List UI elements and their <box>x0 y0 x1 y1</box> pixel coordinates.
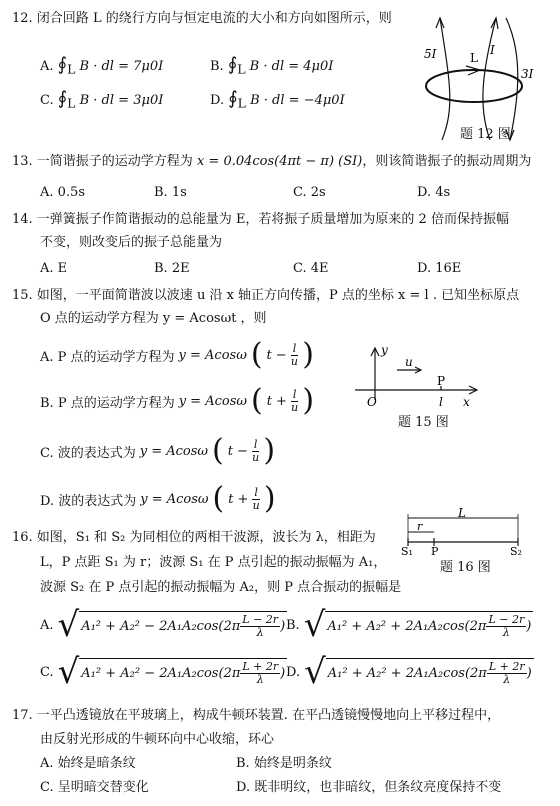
equation-prefix: y = Acosω <box>139 443 209 459</box>
option-letter: B. <box>286 617 300 633</box>
option-text: B. P 点的运动学方程为 <box>40 395 175 411</box>
q14-option-d: D. 16E <box>417 261 462 276</box>
q16-option-d <box>286 652 534 692</box>
fraction <box>240 614 280 639</box>
numerator: l <box>253 437 258 451</box>
label-loop: L <box>470 51 478 65</box>
fraction-l-over-u <box>252 487 260 512</box>
q15-line1: 15. 如图，一平面简谐波以波速 u 沿 x 轴正方向传播，P 点的坐标 x = l . 已知坐标原点 <box>12 288 520 303</box>
label-l: l <box>439 395 443 409</box>
current-line-left <box>440 18 450 140</box>
label-y: y <box>381 343 388 357</box>
q13-stem-a: 13. 一简谐振子的运动学方程为 <box>12 154 193 169</box>
sqrt-expression <box>57 605 288 645</box>
label-3i: 3I <box>521 67 534 81</box>
current-line-middle <box>483 18 496 140</box>
numerator: l <box>292 387 297 401</box>
left-paren: ( <box>212 481 225 516</box>
label-5i: 5I <box>424 47 437 61</box>
integral-subscript: L <box>237 95 246 111</box>
left-paren: ( <box>250 383 263 418</box>
q17-option-d: D. 既非明纹，也非暗纹，但条纹亮度保持不变 <box>236 780 502 795</box>
sqrt-expression <box>303 605 534 645</box>
q13-stem <box>12 155 531 168</box>
q16-option-c <box>40 652 287 692</box>
q16-line1: 16. 如图，S₁ 和 S₂ 为同相位的两相干波源，波长为 λ，相距为 <box>12 530 376 545</box>
integral-body: B · dl = <box>250 93 300 108</box>
operator: + <box>275 393 287 409</box>
root-text: A₁² + A₂² + 2A₁A₂cos(2π <box>327 619 487 634</box>
label-s2: S₂ <box>510 545 522 556</box>
numerator: l <box>292 341 297 355</box>
label-u: u <box>405 355 413 369</box>
option-text: C. 波的表达式为 <box>40 445 136 461</box>
sqrt-expression <box>57 652 288 692</box>
operator: − <box>275 347 287 363</box>
q14-line2: 不变，则改变后的振子总能量为 <box>40 235 223 250</box>
q12-stem: 12. 闭合回路 L 的绕行方向与恒定电流的大小和方向如图所示，则 <box>12 11 392 26</box>
q17-option-c: C. 呈明暗交替变化 <box>40 780 149 795</box>
option-letter: D. <box>286 664 301 680</box>
var-t: t <box>266 393 272 409</box>
q14-line1: 14. 一弹簧振子作简谐振动的总能量为 E，若将振子质量增加为原来的 2 倍而保持振幅 <box>12 212 509 227</box>
option-text: A. P 点的运动学方程为 <box>40 349 175 365</box>
q16-option-b <box>286 605 533 645</box>
q12-b-value: 4μ0I <box>303 59 334 74</box>
option-letter: A. <box>40 617 54 633</box>
sqrt-body <box>79 658 287 686</box>
numerator: L − 2r <box>488 613 525 626</box>
option-letter: B. <box>210 59 224 74</box>
integral-subscript: L <box>67 95 76 111</box>
q12-figure <box>410 12 540 142</box>
option-letter: C. <box>40 93 54 108</box>
numerator: l <box>254 485 258 499</box>
equation-prefix: y = Acosω <box>140 491 209 507</box>
q12-a-value: 7μ0I <box>133 59 164 74</box>
q12-option-b <box>210 54 333 77</box>
denominator: λ <box>256 673 264 686</box>
sqrt-body <box>79 611 287 639</box>
q17-line1: 17. 一平凸透镜放在平玻璃上，构成牛顿环装置. 在平凸透镜慢慢地向上平移过程中， <box>12 708 501 723</box>
q15-caption: 题 15 图 <box>398 415 449 430</box>
q13-option-c: C. 2s <box>293 185 326 200</box>
right-paren: ) <box>302 383 315 418</box>
numerator: L + 2r <box>242 660 279 673</box>
close-paren: ) <box>280 666 286 681</box>
label-i: I <box>490 43 495 57</box>
label-l: L <box>458 508 466 520</box>
q13-option-b: B. 1s <box>154 185 187 200</box>
left-paren: ( <box>212 433 224 468</box>
root-text: A₁² + A₂² + 2A₁A₂cos(2π <box>327 666 487 681</box>
q13-option-d: D. 4s <box>417 185 451 200</box>
denominator: u <box>252 498 260 512</box>
q12-caption: 题 12 图 <box>460 127 511 142</box>
q16-option-a <box>40 605 287 645</box>
q17-line2: 由反射光形成的牛顿环向中心收缩，环心 <box>40 732 275 747</box>
contour-integral-icon: ∮ <box>57 54 68 75</box>
label-x: x <box>463 395 470 409</box>
q16-line2: L，P 点距 S₁ 为 r；波源 S₁ 在 P 点引起的振动振幅为 A₁， <box>40 555 387 570</box>
fraction <box>487 661 527 686</box>
close-paren: ) <box>280 619 286 634</box>
integral-subscript: L <box>237 61 246 77</box>
label-p: P <box>437 374 446 388</box>
q13-option-a: A. 0.5s <box>40 185 85 200</box>
sqrt-expression <box>304 652 534 692</box>
option-letter: D. <box>210 93 225 108</box>
fraction <box>486 614 526 639</box>
numerator: L − 2r <box>242 613 279 626</box>
q17-option-a: A. 始终是暗条纹 <box>40 756 136 771</box>
right-paren: ) <box>263 481 276 516</box>
var-t: t <box>227 443 233 459</box>
q12-c-value: 3μ0I <box>133 93 164 108</box>
label-r: r <box>417 520 423 533</box>
option-letter: C. <box>40 664 54 680</box>
q17-option-b: B. 始终是明条纹 <box>236 756 332 771</box>
contour-integral-icon: ∮ <box>227 54 238 75</box>
denominator: u <box>252 450 260 464</box>
integral-body: B · dl = <box>79 59 129 74</box>
denominator: λ <box>256 626 264 639</box>
q13-equation: x = 0.04cos(4πt − π) (SI) <box>196 154 363 169</box>
q15-option-b <box>40 383 315 418</box>
option-text: D. 波的表达式为 <box>40 493 137 509</box>
q14-option-c: C. 4E <box>293 261 329 276</box>
root-text: A₁² + A₂² − 2A₁A₂cos(2π <box>81 619 241 634</box>
sqrt-body <box>326 658 534 686</box>
equation-prefix: y = Acosω <box>178 393 247 409</box>
integral-subscript: L <box>67 61 76 77</box>
var-t: t <box>228 491 234 507</box>
operator: + <box>237 491 249 507</box>
equation-prefix: y = Acosω <box>178 347 247 363</box>
fraction-l-over-u <box>252 439 260 464</box>
q16-figure <box>400 508 530 556</box>
sqrt-icon: √ <box>57 605 80 645</box>
loop-ellipse <box>426 70 522 102</box>
root-text: A₁² + A₂² − 2A₁A₂cos(2π <box>81 666 241 681</box>
integral-body: B · dl = <box>249 59 300 74</box>
q13-stem-b: ，则该简谐振子的振动周期为 <box>362 154 532 169</box>
arrow-up-icon <box>436 18 444 28</box>
label-o: O <box>367 395 377 409</box>
right-paren: ) <box>302 337 314 372</box>
q15-line2: O 点的运动学方程为 y = Acosωt ，则 <box>40 311 267 326</box>
fraction-l-over-u <box>291 343 299 368</box>
denominator: u <box>290 354 298 368</box>
sqrt-icon: √ <box>304 652 326 692</box>
q12-option-c <box>40 88 163 111</box>
sqrt-icon: √ <box>57 652 80 692</box>
sqrt-icon: √ <box>303 605 326 645</box>
q16-line3: 波源 S₂ 在 P 点引起的振动振幅为 A₂，则 P 点合振动的振幅是 <box>40 580 402 595</box>
q16-caption: 题 16 图 <box>440 560 491 575</box>
label-p: P <box>431 545 439 556</box>
numerator: L + 2r <box>488 660 525 673</box>
contour-integral-icon: ∮ <box>57 88 68 109</box>
contour-integral-icon: ∮ <box>228 88 238 109</box>
sqrt-body <box>325 611 533 639</box>
denominator: u <box>291 400 299 414</box>
var-t: t <box>266 347 272 363</box>
q14-option-a: A. E <box>40 261 68 276</box>
operator: − <box>236 443 248 459</box>
close-paren: ) <box>526 666 532 681</box>
left-paren: ( <box>250 337 263 372</box>
q12-option-a <box>40 54 163 77</box>
q12-d-value: −4μ0I <box>303 93 345 108</box>
fraction <box>240 661 280 686</box>
q15-option-a <box>40 337 314 372</box>
denominator: λ <box>502 626 510 639</box>
q14-option-b: B. 2E <box>154 261 190 276</box>
integral-body: B · dl = <box>79 93 130 108</box>
q12-option-d <box>210 88 345 111</box>
right-paren: ) <box>263 433 276 468</box>
q15-option-d <box>40 481 276 516</box>
fraction-l-over-u <box>291 389 299 414</box>
q15-figure <box>355 340 485 412</box>
label-s1: S₁ <box>401 545 413 556</box>
close-paren: ) <box>526 619 532 634</box>
denominator: λ <box>503 673 511 686</box>
q15-option-c <box>40 433 276 468</box>
option-letter: A. <box>40 59 54 74</box>
